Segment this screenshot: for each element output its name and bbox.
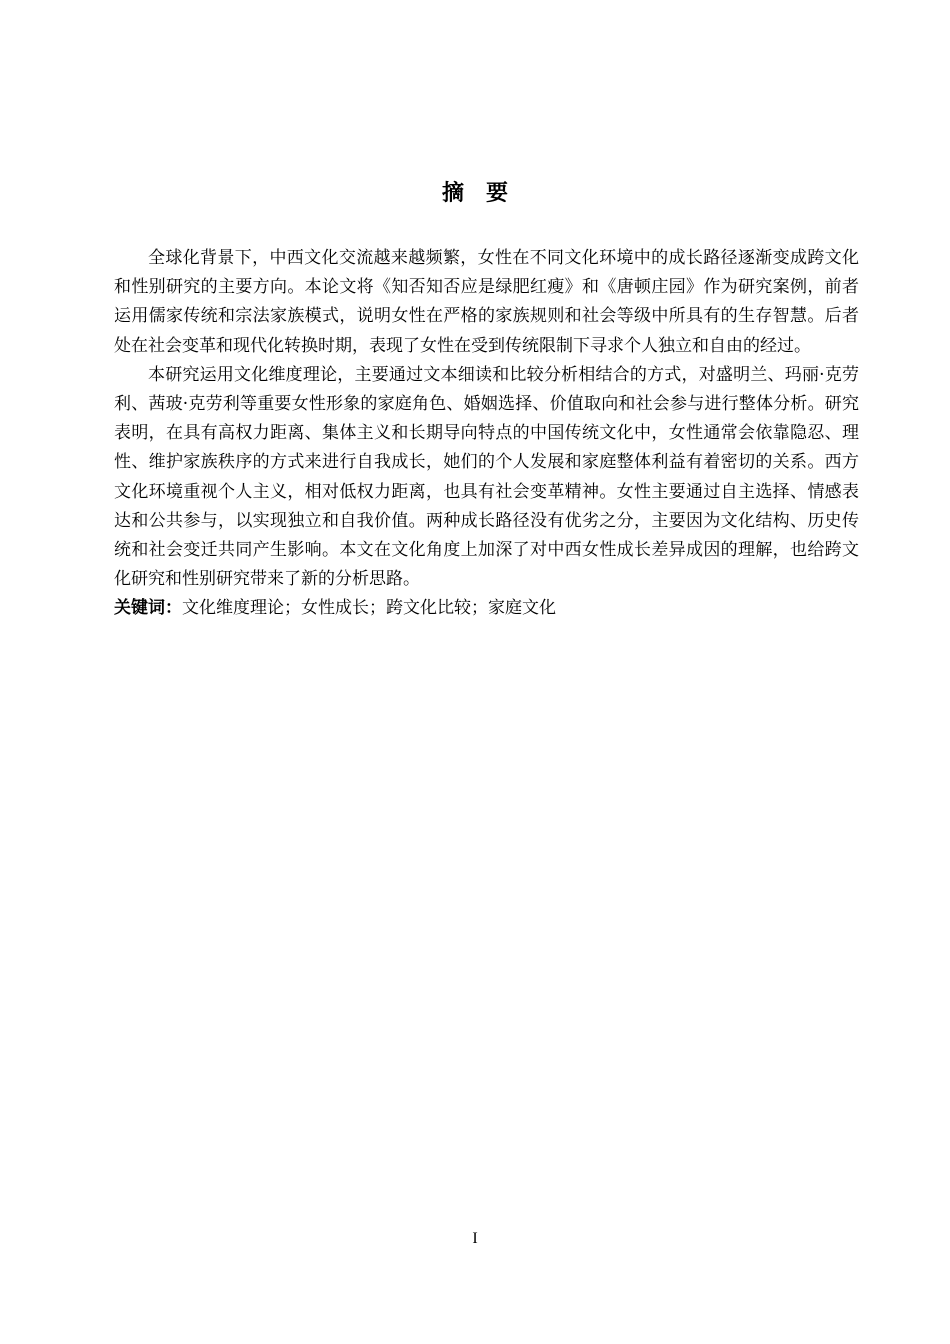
keywords-text: 文化维度理论；女性成长；跨文化比较；家庭文化: [182, 598, 556, 619]
keywords-label: 关键词：: [114, 598, 182, 619]
abstract-paragraph-2: 本研究运用文化维度理论，主要通过文本细读和比较分析相结合的方式，对盛明兰、玛丽·克劳利、茜玻·克劳利等重要女性形象的家庭角色、婚姻选择、价值取向和社会参与进行整体分析。研究表明，在具有高权力距离、集体主义和长期导向特点的中国传统文化中，女性通常会依靠隐忍、理性、维护家族秩序的方式来进行自我成长，她们的个人发展和家庭整体利益有着密切的关系。西方文化环境重视个人主义，相对低权力距离，也具有社会变革精神。女性主要通过自主选择、情感表达和公共参与，以实现独立和自我价值。两种成长路径没有优劣之分，主要因为文化结构、历史传统和社会变迁共同产生影响。本文在文化角度上加深了对中西女性成长差异成因的理解，也给跨文化研究和性别研究带来了新的分析思路。: [114, 364, 859, 590]
keywords-line: [114, 594, 859, 623]
abstract-paragraph-1: 全球化背景下，中西文化交流越来越频繁，女性在不同文化环境中的成长路径逐渐变成跨文化和性别研究的主要方向。本论文将《知否知否应是绿肥红瘦》和《唐顿庄园》作为研究案例，前者运用儒家传统和宗法家族模式，说明女性在严格的家族规则和社会等级中所具有的生存智慧。后者处在社会变革和现代化转换时期，表现了女性在受到传统限制下寻求个人独立和自由的经过。: [114, 248, 859, 356]
abstract-title: 摘要: [441, 181, 530, 206]
page-number: I: [472, 1230, 478, 1247]
abstract-body: [114, 244, 859, 624]
